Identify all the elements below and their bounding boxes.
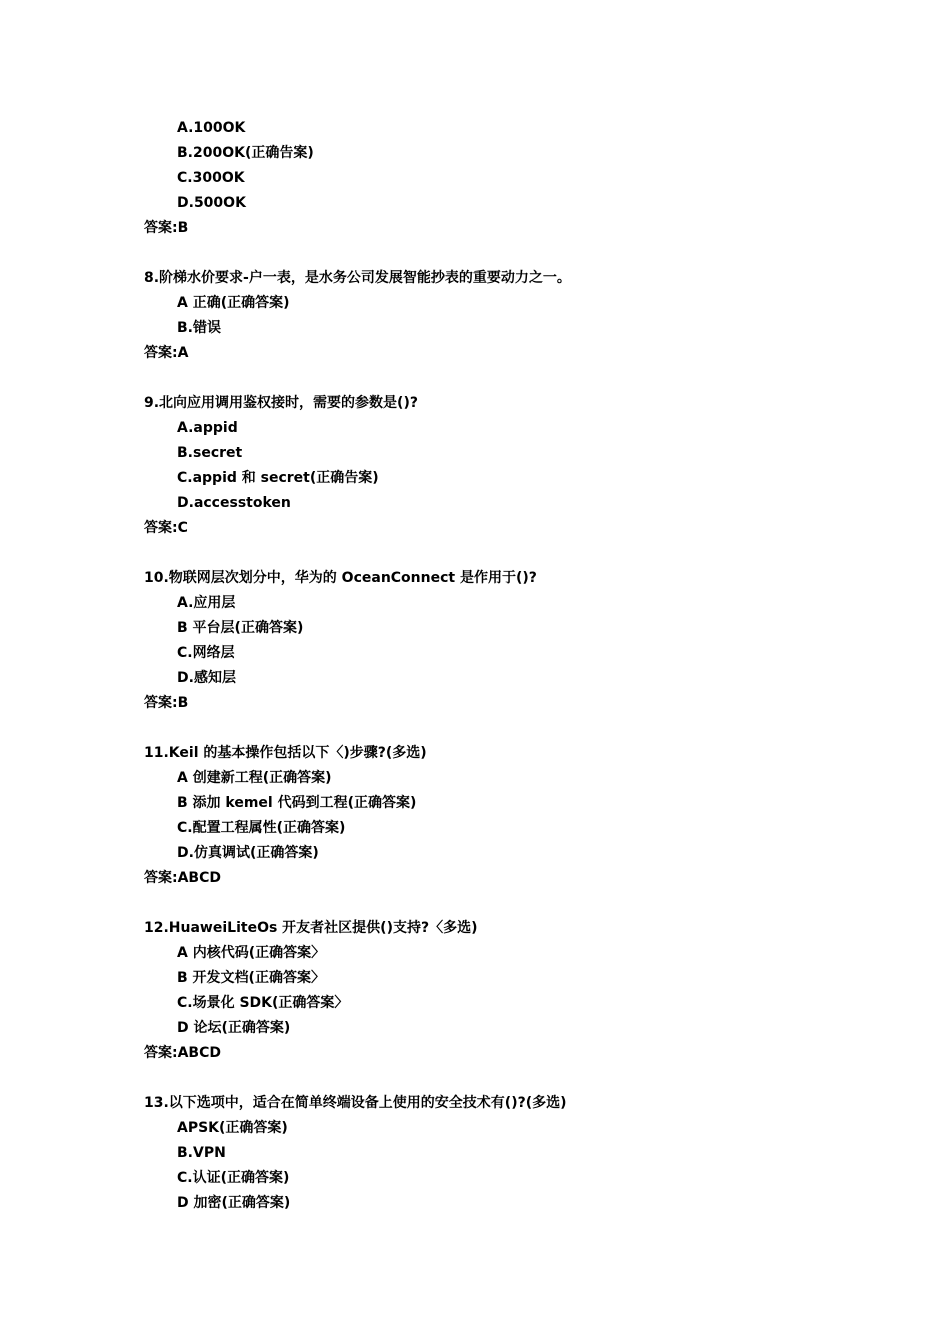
- question-block: [144, 116, 904, 241]
- answer-option: A.100OK: [177, 120, 246, 136]
- block-spacer: [144, 241, 904, 266]
- answer-key: 答案:A: [144, 345, 189, 361]
- answer-option: A 正确(正确答案): [177, 295, 290, 311]
- block-spacer: [144, 366, 904, 391]
- answer-option: D.感知层: [177, 670, 236, 686]
- answer-option: D 论坛(正确答案): [177, 1020, 291, 1036]
- answer-option: C.300OK: [177, 170, 245, 186]
- question-text: 8.阶梯水价要求-户一表，是水务公司发展智能抄表的重要动力之一。: [144, 270, 571, 286]
- answer-key: 答案:ABCD: [144, 870, 221, 886]
- answer-key: 答案:ABCD: [144, 1045, 221, 1061]
- question-text: 13.以下选项中，适合在简单终端设备上使用的安全技术有()?(多选): [144, 1095, 567, 1111]
- question-block: [144, 916, 904, 1066]
- question-block: [144, 391, 904, 541]
- block-spacer: [144, 1066, 904, 1091]
- question-text: 12.HuaweiLiteOs 开友者社区提供()支持?〈多选): [144, 920, 478, 936]
- answer-option: C.场景化 SDK(正确答案〉: [177, 995, 349, 1011]
- question-block: [144, 266, 904, 366]
- question-text: 11.Keil 的基本操作包括以下〈)步骤?(多选): [144, 745, 427, 761]
- question-text: 10.物联网层次划分中，华为的 OceanConnect 是作用于()?: [144, 570, 537, 586]
- answer-option: B.200OK(正确告案): [177, 145, 314, 161]
- answer-option: C.网络层: [177, 645, 235, 661]
- block-spacer: [144, 716, 904, 741]
- answer-option: C.配置工程属性(正确答案): [177, 820, 346, 836]
- answer-option: D 加密(正确答案): [177, 1195, 291, 1211]
- answer-option: A.appid: [177, 420, 238, 436]
- question-block: [144, 566, 904, 716]
- answer-option: C.认证(正确答案): [177, 1170, 290, 1186]
- question-block: [144, 741, 904, 891]
- answer-option: B.VPN: [177, 1145, 226, 1161]
- question-block: [144, 1091, 904, 1216]
- block-spacer: [144, 541, 904, 566]
- answer-option: A 内核代码(正确答案〉: [177, 945, 326, 961]
- answer-option: D.500OK: [177, 195, 246, 211]
- answer-option: B.错误: [177, 320, 221, 336]
- answer-key: 答案:B: [144, 220, 189, 236]
- answer-key: 答案:C: [144, 520, 188, 536]
- answer-option: A.应用层: [177, 595, 236, 611]
- answer-option: B 开发文档(正确答案〉: [177, 970, 325, 986]
- answer-option: D.accesstoken: [177, 495, 291, 511]
- answer-option: B 平台层(正确答案): [177, 620, 304, 636]
- answer-option: B.secret: [177, 445, 243, 461]
- answer-option: B 添加 kemel 代码到工程(正确答案): [177, 795, 417, 811]
- answer-key: 答案:B: [144, 695, 189, 711]
- question-text: 9.北向应用调用鉴权接时，需要的参数是()?: [144, 395, 418, 411]
- block-spacer: [144, 891, 904, 916]
- answer-option: A 创建新工程(正确答案): [177, 770, 332, 786]
- question-list: [144, 116, 904, 1216]
- answer-option: APSK(正确答案): [177, 1120, 288, 1136]
- answer-option: C.appid 和 secret(正确告案): [177, 470, 379, 486]
- answer-option: D.仿真调试(正确答案): [177, 845, 319, 861]
